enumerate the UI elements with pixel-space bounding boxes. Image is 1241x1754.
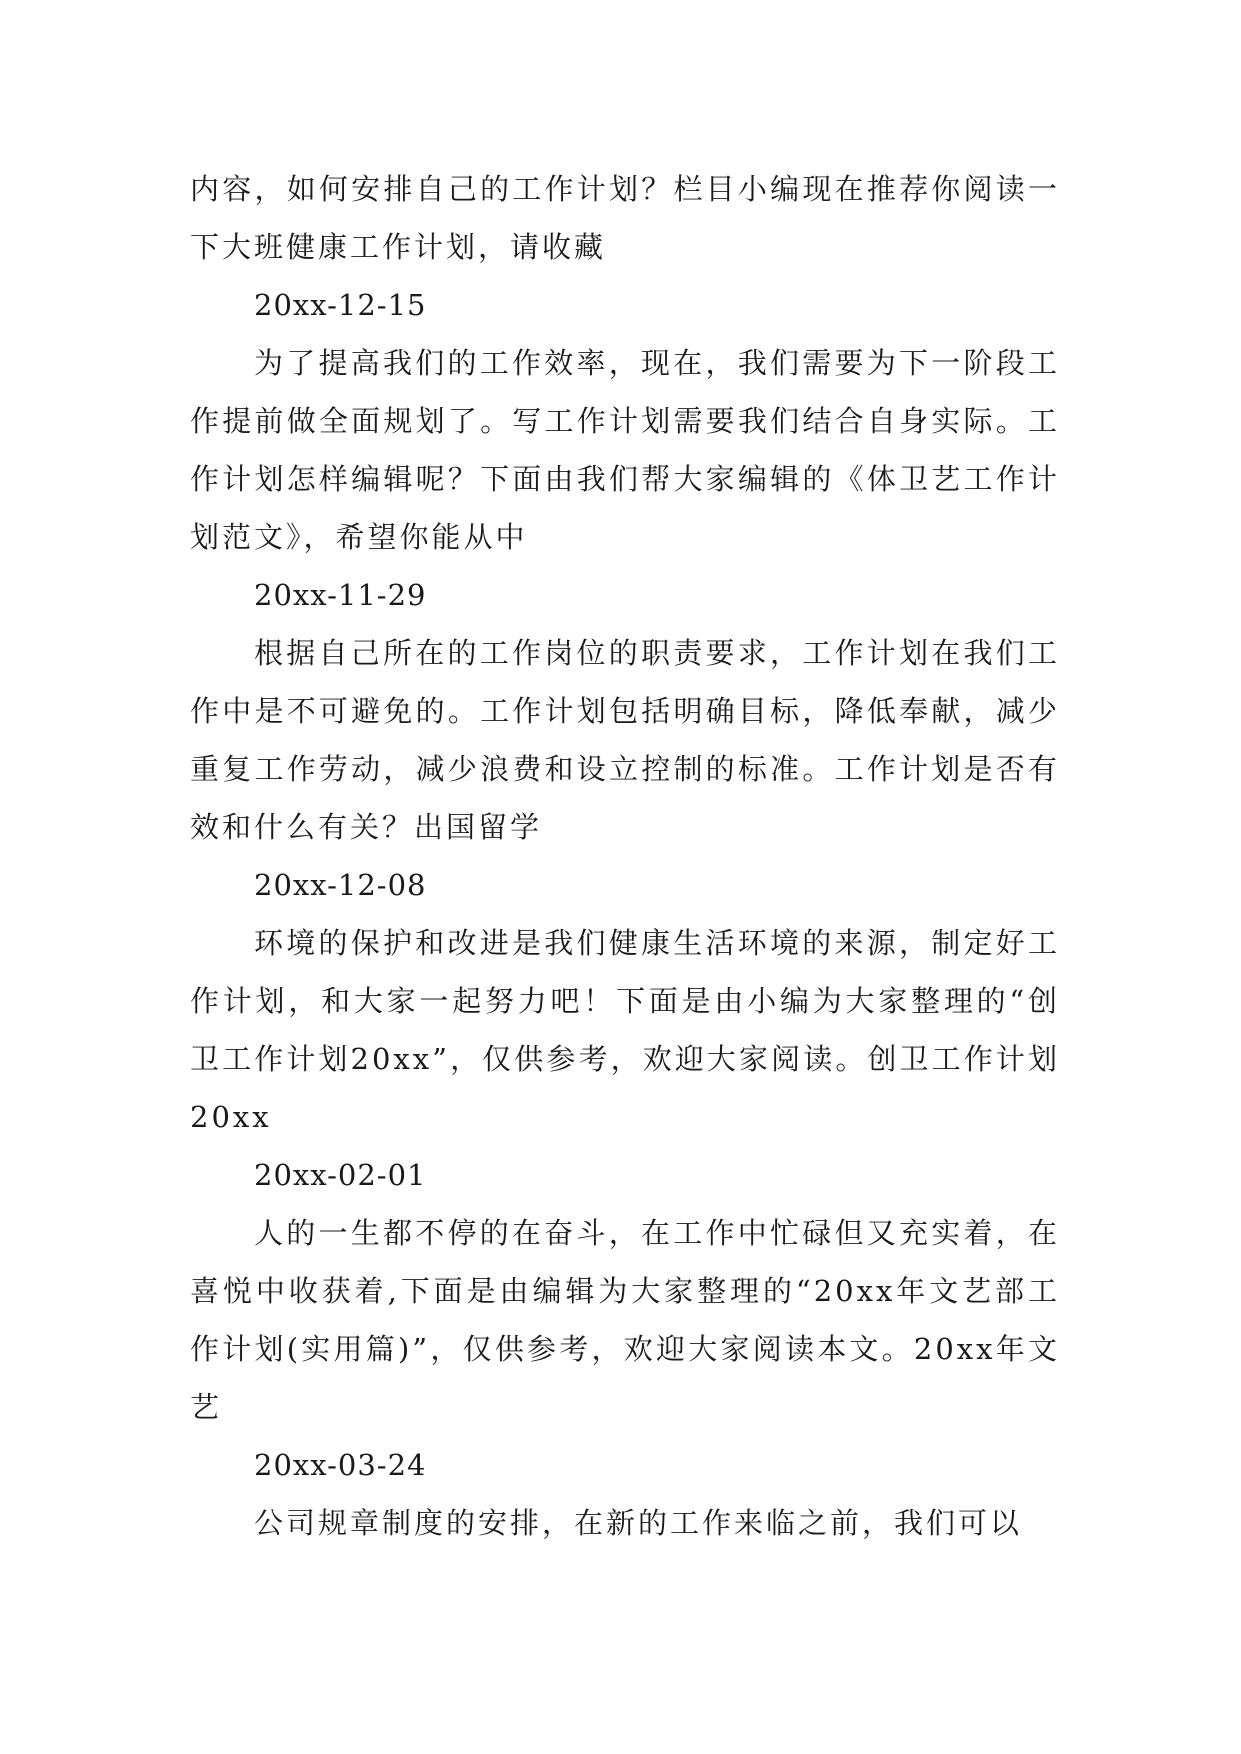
- date-1: 20xx-12-15: [254, 288, 427, 322]
- paragraph-1: 内容，如何安排自己的工作计划？栏目小编现在推荐你阅读一下大班健康工作计划，请收藏: [190, 172, 1060, 264]
- paragraph-4: 环境的保护和改进是我们健康生活环境的来源，制定好工作计划，和大家一起努力吧！下面是由小编为大家整理的“创卫工作计划20xx”，仅供参考，欢迎大家阅读。创卫工作计划20xx: [190, 926, 1060, 1134]
- date-3: 20xx-12-08: [254, 868, 427, 902]
- document-body: [190, 160, 1060, 1552]
- paragraph-3: 根据自己所在的工作岗位的职责要求，工作计划在我们工作中是不可避免的。工作计划包括明确目标，降低奉献，减少重复工作劳动，减少浪费和设立控制的标准。工作计划是否有效和什么有关？出国留学: [190, 636, 1060, 844]
- date-2: 20xx-11-29: [254, 578, 427, 612]
- paragraph-5: 人的一生都不停的在奋斗，在工作中忙碌但又充实着，在喜悦中收获着,下面是由编辑为大家整理的“20xx年文艺部工作计划(实用篇)”，仅供参考，欢迎大家阅读本文。20xx年文艺: [190, 1216, 1060, 1424]
- date-4: 20xx-02-01: [254, 1158, 427, 1192]
- paragraph-6: 公司规章制度的安排，在新的工作来临之前，我们可以: [254, 1506, 1023, 1540]
- date-5: 20xx-03-24: [254, 1448, 427, 1482]
- paragraph-2: 为了提高我们的工作效率，现在，我们需要为下一阶段工作提前做全面规划了。写工作计划需要我们结合自身实际。工作计划怎样编辑呢？下面由我们帮大家编辑的《体卫艺工作计划范文》，希望你能从中: [190, 346, 1060, 554]
